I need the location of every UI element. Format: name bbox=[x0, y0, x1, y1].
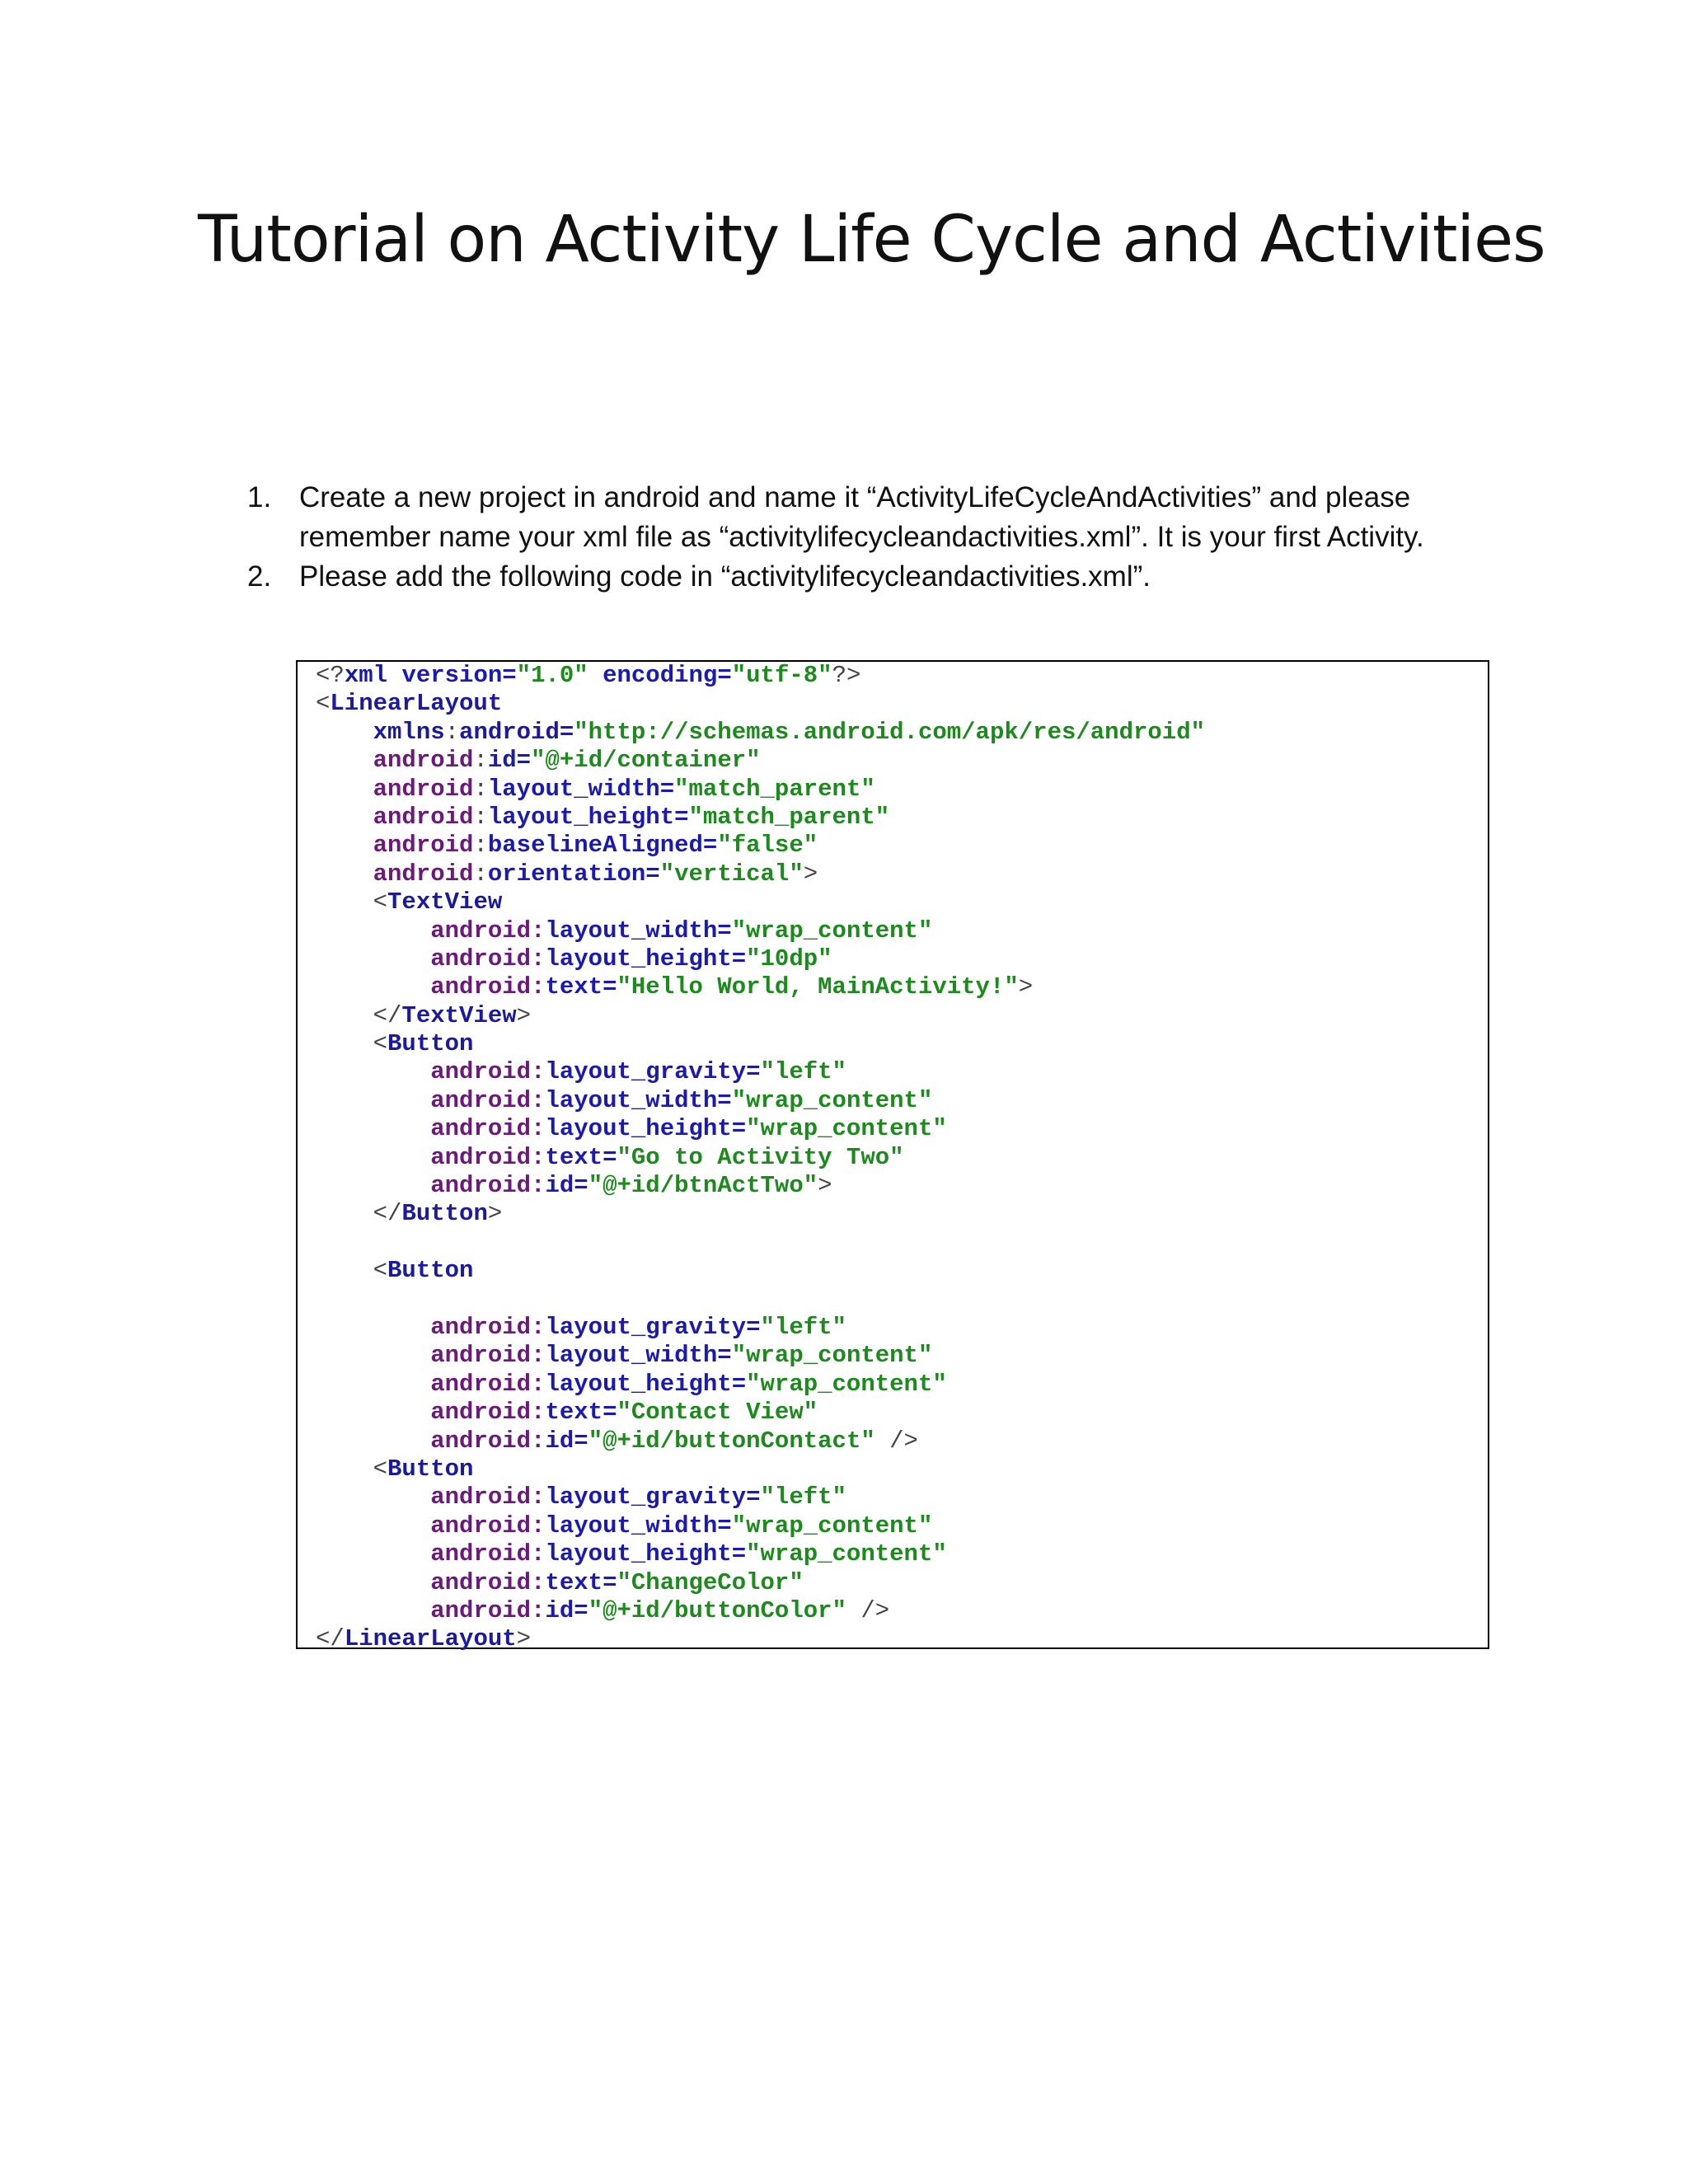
code-token bbox=[316, 832, 373, 859]
code-line bbox=[316, 719, 1205, 747]
code-block bbox=[296, 660, 1489, 1653]
code-token: android: bbox=[430, 1596, 546, 1624]
code-token bbox=[316, 917, 430, 944]
code-token: > bbox=[803, 860, 818, 888]
code-token: android: bbox=[430, 1172, 546, 1200]
code-token: "match_parent" bbox=[688, 803, 890, 831]
step-text-line: Create a new project in android and name it “ActivityLifeCycleAndActivities” and please bbox=[299, 481, 1411, 513]
code-token: "ChangeColor" bbox=[617, 1568, 804, 1596]
step-number: 1. bbox=[247, 481, 272, 513]
code-token bbox=[316, 1002, 373, 1029]
code-token: xmlns bbox=[373, 718, 445, 746]
code-token: < bbox=[373, 1455, 388, 1483]
code-token: version= bbox=[401, 662, 517, 689]
code-token: <? bbox=[316, 662, 345, 689]
code-token: layout_width= bbox=[545, 1086, 732, 1114]
code-line bbox=[316, 1030, 1205, 1058]
code-line bbox=[316, 1172, 1205, 1200]
code-token: "@+id/buttonColor" bbox=[588, 1596, 846, 1624]
code-token bbox=[316, 1058, 430, 1085]
code-token: text= bbox=[545, 1568, 617, 1596]
code-token: > bbox=[487, 1200, 503, 1228]
code-token: layout_height= bbox=[545, 1540, 747, 1568]
code-token bbox=[316, 1200, 373, 1227]
code-token: layout_width= bbox=[545, 916, 732, 944]
code-listing bbox=[316, 662, 1205, 1654]
code-token: "wrap_content" bbox=[746, 1540, 947, 1568]
code-line bbox=[316, 888, 1205, 916]
code-token: > bbox=[516, 1625, 532, 1653]
code-token: "http://schemas.android.com/apk/res/android" bbox=[574, 718, 1206, 746]
code-line bbox=[316, 1087, 1205, 1115]
code-token: orientation= bbox=[487, 860, 660, 888]
code-token: "wrap_content" bbox=[746, 1370, 947, 1398]
code-token bbox=[316, 1399, 430, 1426]
code-line bbox=[316, 1399, 1205, 1427]
code-token: layout_height= bbox=[545, 944, 747, 972]
code-token: android bbox=[373, 832, 474, 860]
code-token: /> bbox=[846, 1596, 890, 1624]
code-token: android: bbox=[430, 1058, 546, 1086]
code-line bbox=[316, 832, 1205, 860]
code-token: Button bbox=[387, 1257, 474, 1285]
code-line bbox=[316, 1540, 1205, 1568]
code-token: android: bbox=[430, 1399, 546, 1427]
code-token bbox=[316, 1172, 430, 1199]
code-token: "left" bbox=[760, 1313, 846, 1341]
code-line bbox=[316, 747, 1205, 775]
code-token: </ bbox=[373, 1001, 402, 1029]
code-token: : bbox=[473, 832, 488, 860]
code-token: encoding= bbox=[603, 662, 732, 689]
code-token: layout_gravity= bbox=[545, 1058, 761, 1086]
code-token bbox=[316, 804, 373, 831]
code-token: < bbox=[316, 690, 331, 718]
list-item bbox=[247, 478, 1484, 557]
code-token: layout_gravity= bbox=[545, 1313, 761, 1341]
code-token: android: bbox=[430, 973, 546, 1001]
code-token: android: bbox=[430, 1483, 546, 1511]
code-line bbox=[316, 662, 1205, 690]
code-line bbox=[316, 1371, 1205, 1399]
code-token: android bbox=[373, 775, 474, 803]
code-token: xml bbox=[344, 662, 402, 689]
step-text-line: Please add the following code in “activitylifecycleandactivities.xml”. bbox=[299, 560, 1151, 593]
code-token: "wrap_content" bbox=[731, 1086, 933, 1114]
code-token: id= bbox=[545, 1596, 588, 1624]
code-token: "wrap_content" bbox=[731, 916, 933, 944]
code-token: id= bbox=[487, 747, 532, 775]
code-token: < bbox=[373, 888, 388, 916]
code-token: : bbox=[473, 860, 488, 888]
code-token: baselineAligned= bbox=[487, 832, 718, 860]
code-token bbox=[316, 1144, 430, 1171]
code-token: TextView bbox=[387, 888, 503, 916]
code-token: android: bbox=[430, 1342, 546, 1370]
code-token bbox=[316, 747, 373, 774]
code-line bbox=[316, 1625, 1205, 1653]
code-line bbox=[316, 1427, 1205, 1455]
code-token: android: bbox=[430, 1540, 546, 1568]
code-token: text= bbox=[545, 973, 617, 1001]
code-token: id= bbox=[545, 1427, 588, 1455]
code-token: > bbox=[818, 1172, 832, 1200]
code-token bbox=[316, 1483, 430, 1511]
code-token: < bbox=[373, 1257, 388, 1285]
code-token: Button bbox=[401, 1200, 488, 1228]
code-token: "@+id/buttonContact" bbox=[588, 1427, 875, 1455]
code-line bbox=[316, 1597, 1205, 1625]
code-token bbox=[316, 860, 373, 888]
code-token: "vertical" bbox=[659, 860, 804, 888]
code-token bbox=[316, 719, 373, 746]
code-token: android: bbox=[430, 916, 546, 944]
code-line bbox=[316, 804, 1205, 832]
page-title: Tutorial on Activity Life Cycle and Activities bbox=[198, 203, 1545, 277]
code-line bbox=[316, 1229, 1205, 1257]
code-token: ?> bbox=[832, 662, 861, 689]
code-token: = bbox=[559, 718, 574, 746]
code-token bbox=[316, 888, 373, 916]
code-token bbox=[316, 1597, 430, 1624]
code-token: "Hello World, MainActivity!" bbox=[617, 973, 1019, 1001]
code-token: "wrap_content" bbox=[746, 1115, 947, 1143]
code-token: > bbox=[1018, 973, 1034, 1001]
code-token: android bbox=[373, 747, 474, 775]
code-line bbox=[316, 1512, 1205, 1540]
code-token bbox=[316, 1512, 430, 1540]
code-token: "left" bbox=[760, 1483, 846, 1511]
code-token: android: bbox=[430, 1568, 546, 1596]
code-token: "10dp" bbox=[746, 944, 832, 972]
code-token: LinearLayout bbox=[330, 690, 503, 718]
code-token: android bbox=[459, 718, 560, 746]
code-line bbox=[316, 1569, 1205, 1597]
code-token bbox=[316, 776, 373, 803]
code-line bbox=[316, 1257, 1205, 1285]
code-token: android: bbox=[430, 1511, 546, 1540]
code-line bbox=[316, 1286, 1205, 1314]
code-token: android: bbox=[430, 1143, 546, 1171]
code-line bbox=[316, 1144, 1205, 1172]
code-token: : bbox=[473, 803, 488, 831]
code-token: LinearLayout bbox=[344, 1625, 517, 1653]
code-token: "utf-8" bbox=[731, 662, 832, 689]
code-token: Button bbox=[387, 1455, 474, 1483]
code-token: layout_height= bbox=[545, 1370, 747, 1398]
code-token bbox=[316, 1455, 373, 1483]
step-text-line: remember name your xml file as “activitylifecycleandactivities.xml”. It is your first Activity. bbox=[299, 521, 1424, 553]
code-line bbox=[316, 1002, 1205, 1030]
code-token bbox=[316, 1371, 430, 1398]
code-token bbox=[316, 1342, 430, 1369]
code-token: layout_width= bbox=[545, 1342, 732, 1370]
code-token bbox=[316, 1030, 373, 1057]
code-line bbox=[316, 690, 1205, 718]
code-line bbox=[316, 973, 1205, 1001]
code-token: "@+id/container" bbox=[531, 747, 761, 775]
code-token: android: bbox=[430, 1115, 546, 1143]
code-token: "wrap_content" bbox=[731, 1342, 933, 1370]
code-token: layout_width= bbox=[545, 1511, 732, 1540]
code-token: /> bbox=[874, 1427, 918, 1455]
list-item bbox=[247, 557, 1484, 597]
code-line bbox=[316, 1058, 1205, 1086]
code-token: android bbox=[373, 860, 474, 888]
code-token: android: bbox=[430, 1370, 546, 1398]
code-line bbox=[316, 1483, 1205, 1511]
code-token: android: bbox=[430, 944, 546, 972]
code-line bbox=[316, 1115, 1205, 1143]
code-token: </ bbox=[316, 1625, 345, 1653]
code-token: "Contact View" bbox=[617, 1399, 818, 1427]
code-token: "left" bbox=[760, 1058, 846, 1086]
code-token: layout_gravity= bbox=[545, 1483, 761, 1511]
code-line bbox=[316, 1314, 1205, 1342]
code-token: "1.0" bbox=[516, 662, 603, 689]
code-token: > bbox=[516, 1001, 532, 1029]
instruction-list bbox=[247, 478, 1484, 597]
code-line bbox=[316, 1455, 1205, 1483]
code-token: : bbox=[444, 718, 460, 746]
code-token: : bbox=[473, 747, 488, 775]
code-token: layout_height= bbox=[545, 1115, 747, 1143]
code-token bbox=[316, 1257, 373, 1284]
code-token: android: bbox=[430, 1427, 546, 1455]
code-token bbox=[316, 1540, 430, 1568]
code-token bbox=[316, 945, 430, 972]
code-token: "Go to Activity Two" bbox=[617, 1143, 904, 1171]
code-token: "match_parent" bbox=[674, 775, 875, 803]
code-line bbox=[316, 1342, 1205, 1370]
code-line bbox=[316, 860, 1205, 888]
code-line bbox=[316, 776, 1205, 804]
code-token: android: bbox=[430, 1313, 546, 1341]
code-token: "@+id/btnActTwo" bbox=[588, 1172, 818, 1200]
code-token bbox=[316, 1427, 430, 1455]
code-token: TextView bbox=[401, 1001, 517, 1029]
code-line bbox=[316, 917, 1205, 945]
code-token: text= bbox=[545, 1143, 617, 1171]
code-token bbox=[316, 1115, 430, 1142]
code-token: text= bbox=[545, 1399, 617, 1427]
code-token: < bbox=[373, 1030, 388, 1058]
code-token bbox=[316, 973, 430, 1001]
code-token: "wrap_content" bbox=[731, 1511, 933, 1540]
code-line bbox=[316, 1200, 1205, 1228]
code-token: android: bbox=[430, 1086, 546, 1114]
code-token bbox=[316, 1087, 430, 1114]
code-token bbox=[316, 1569, 430, 1596]
code-token: </ bbox=[373, 1200, 402, 1228]
code-token: Button bbox=[387, 1030, 474, 1058]
code-token: android bbox=[373, 803, 474, 831]
code-token: layout_height= bbox=[487, 803, 689, 831]
code-token: "false" bbox=[717, 832, 818, 860]
code-token: id= bbox=[545, 1172, 588, 1200]
code-line bbox=[316, 945, 1205, 973]
code-token bbox=[316, 1314, 430, 1341]
code-token: layout_width= bbox=[487, 775, 675, 803]
code-token: : bbox=[473, 775, 488, 803]
step-number: 2. bbox=[247, 560, 272, 593]
